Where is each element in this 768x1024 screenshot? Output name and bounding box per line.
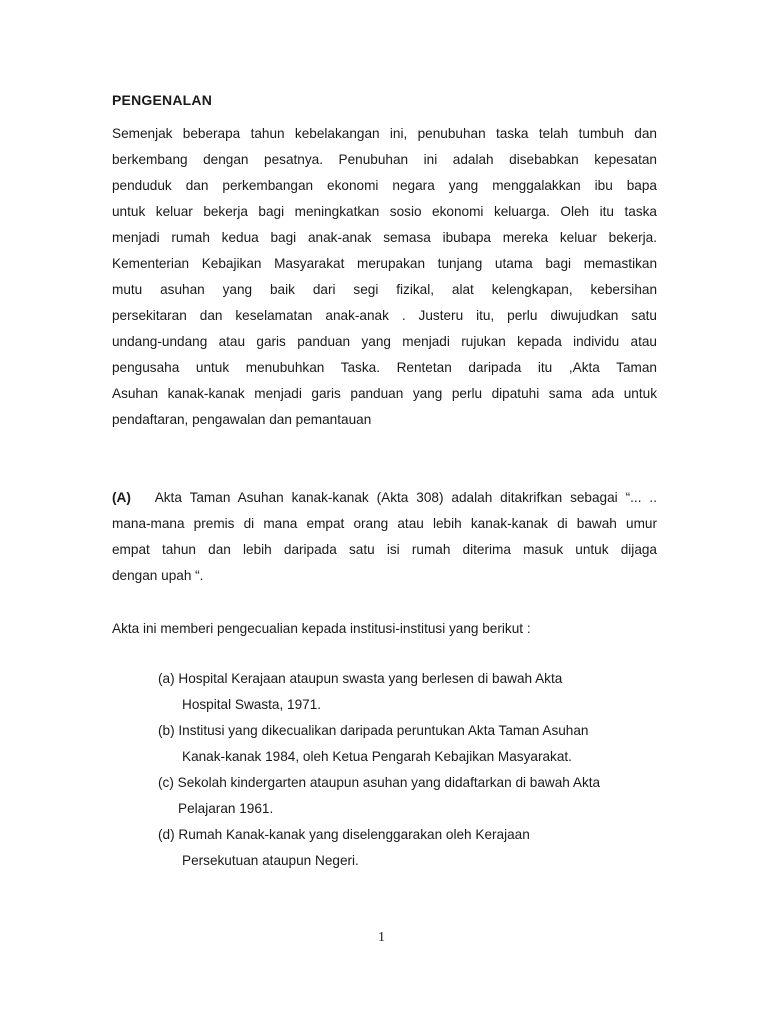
intro-line: berkembang dengan pesatnya. Penubuhan ini adalah disebabkan kepesatan (112, 152, 657, 167)
exemption-intro-text: Akta ini memberi pengecualian kepada institusi-institusi yang berikut : (112, 621, 531, 636)
list-item-continuation: Pelajaran 1961. (178, 801, 274, 816)
intro-paragraph (112, 121, 657, 433)
page-number: 1 (378, 930, 385, 945)
intro-line: untuk keluar bekerja bagi meningkatkan sosio ekonomi keluarga. Oleh itu taska (112, 204, 657, 219)
list-item-continuation: Kanak-kanak 1984, oleh Ketua Pengarah Kebajikan Masyarakat. (182, 749, 572, 764)
exemption-intro (112, 616, 657, 642)
intro-line: penduduk dan perkembangan ekonomi negara yang menggalakkan ibu bapa (112, 178, 657, 193)
exemption-list (158, 666, 658, 874)
section-a-line: empat tahun dan lebih daripada satu isi rumah diterima masuk untuk dijaga (112, 542, 657, 557)
section-a-line: dengan upah “. (112, 568, 204, 583)
list-item: (c) Sekolah kindergarten ataupun asuhan yang didaftarkan di bawah Akta (158, 775, 601, 790)
intro-line: menjadi rumah kedua bagi anak-anak semasa ibubapa mereka keluar bekerja. (112, 230, 657, 245)
list-item: (a) Hospital Kerajaan ataupun swasta yang berlesen di bawah Akta (158, 671, 563, 686)
intro-line: Kementerian Kebajikan Masyarakat merupakan tunjang utama bagi memastikan (112, 256, 657, 271)
section-a-tag: (A) (112, 490, 131, 505)
intro-line: Asuhan kanak-kanak menjadi garis panduan yang perlu dipatuhi sama ada untuk (112, 386, 657, 401)
list-item-continuation: Hospital Swasta, 1971. (182, 697, 322, 712)
list-item: (b) Institusi yang dikecualikan daripada peruntukan Akta Taman Asuhan (158, 723, 589, 738)
page-heading: PENGENALAN (112, 92, 213, 108)
section-a-first-line (112, 485, 657, 511)
intro-line: pengusaha untuk menubuhkan Taska. Rentetan daripada itu ,Akta Taman (112, 360, 657, 375)
intro-line: pendaftaran, pengawalan dan pemantauan (112, 412, 372, 427)
intro-line: Semenjak beberapa tahun kebelakangan ini, penubuhan taska telah tumbuh dan (112, 126, 657, 141)
intro-line: undang-undang atau garis panduan yang menjadi rujukan kepada individu atau (112, 334, 657, 349)
list-item: (d) Rumah Kanak-kanak yang diselenggarakan oleh Kerajaan (158, 827, 530, 842)
section-a-line: mana-mana premis di mana empat orang atau lebih kanak-kanak di bawah umur (112, 516, 657, 531)
section-a-paragraph (112, 485, 657, 589)
intro-line: mutu asuhan yang baik dari segi fizikal, alat kelengkapan, kebersihan (112, 282, 657, 297)
intro-line: persekitaran dan keselamatan anak-anak . Justeru itu, perlu diwujudkan satu (112, 308, 657, 323)
list-item-continuation: Persekutuan ataupun Negeri. (182, 853, 359, 868)
section-a-first-text: Akta Taman Asuhan kanak-kanak (Akta 308) adalah ditakrifkan sebagai “... .. (154, 490, 657, 505)
